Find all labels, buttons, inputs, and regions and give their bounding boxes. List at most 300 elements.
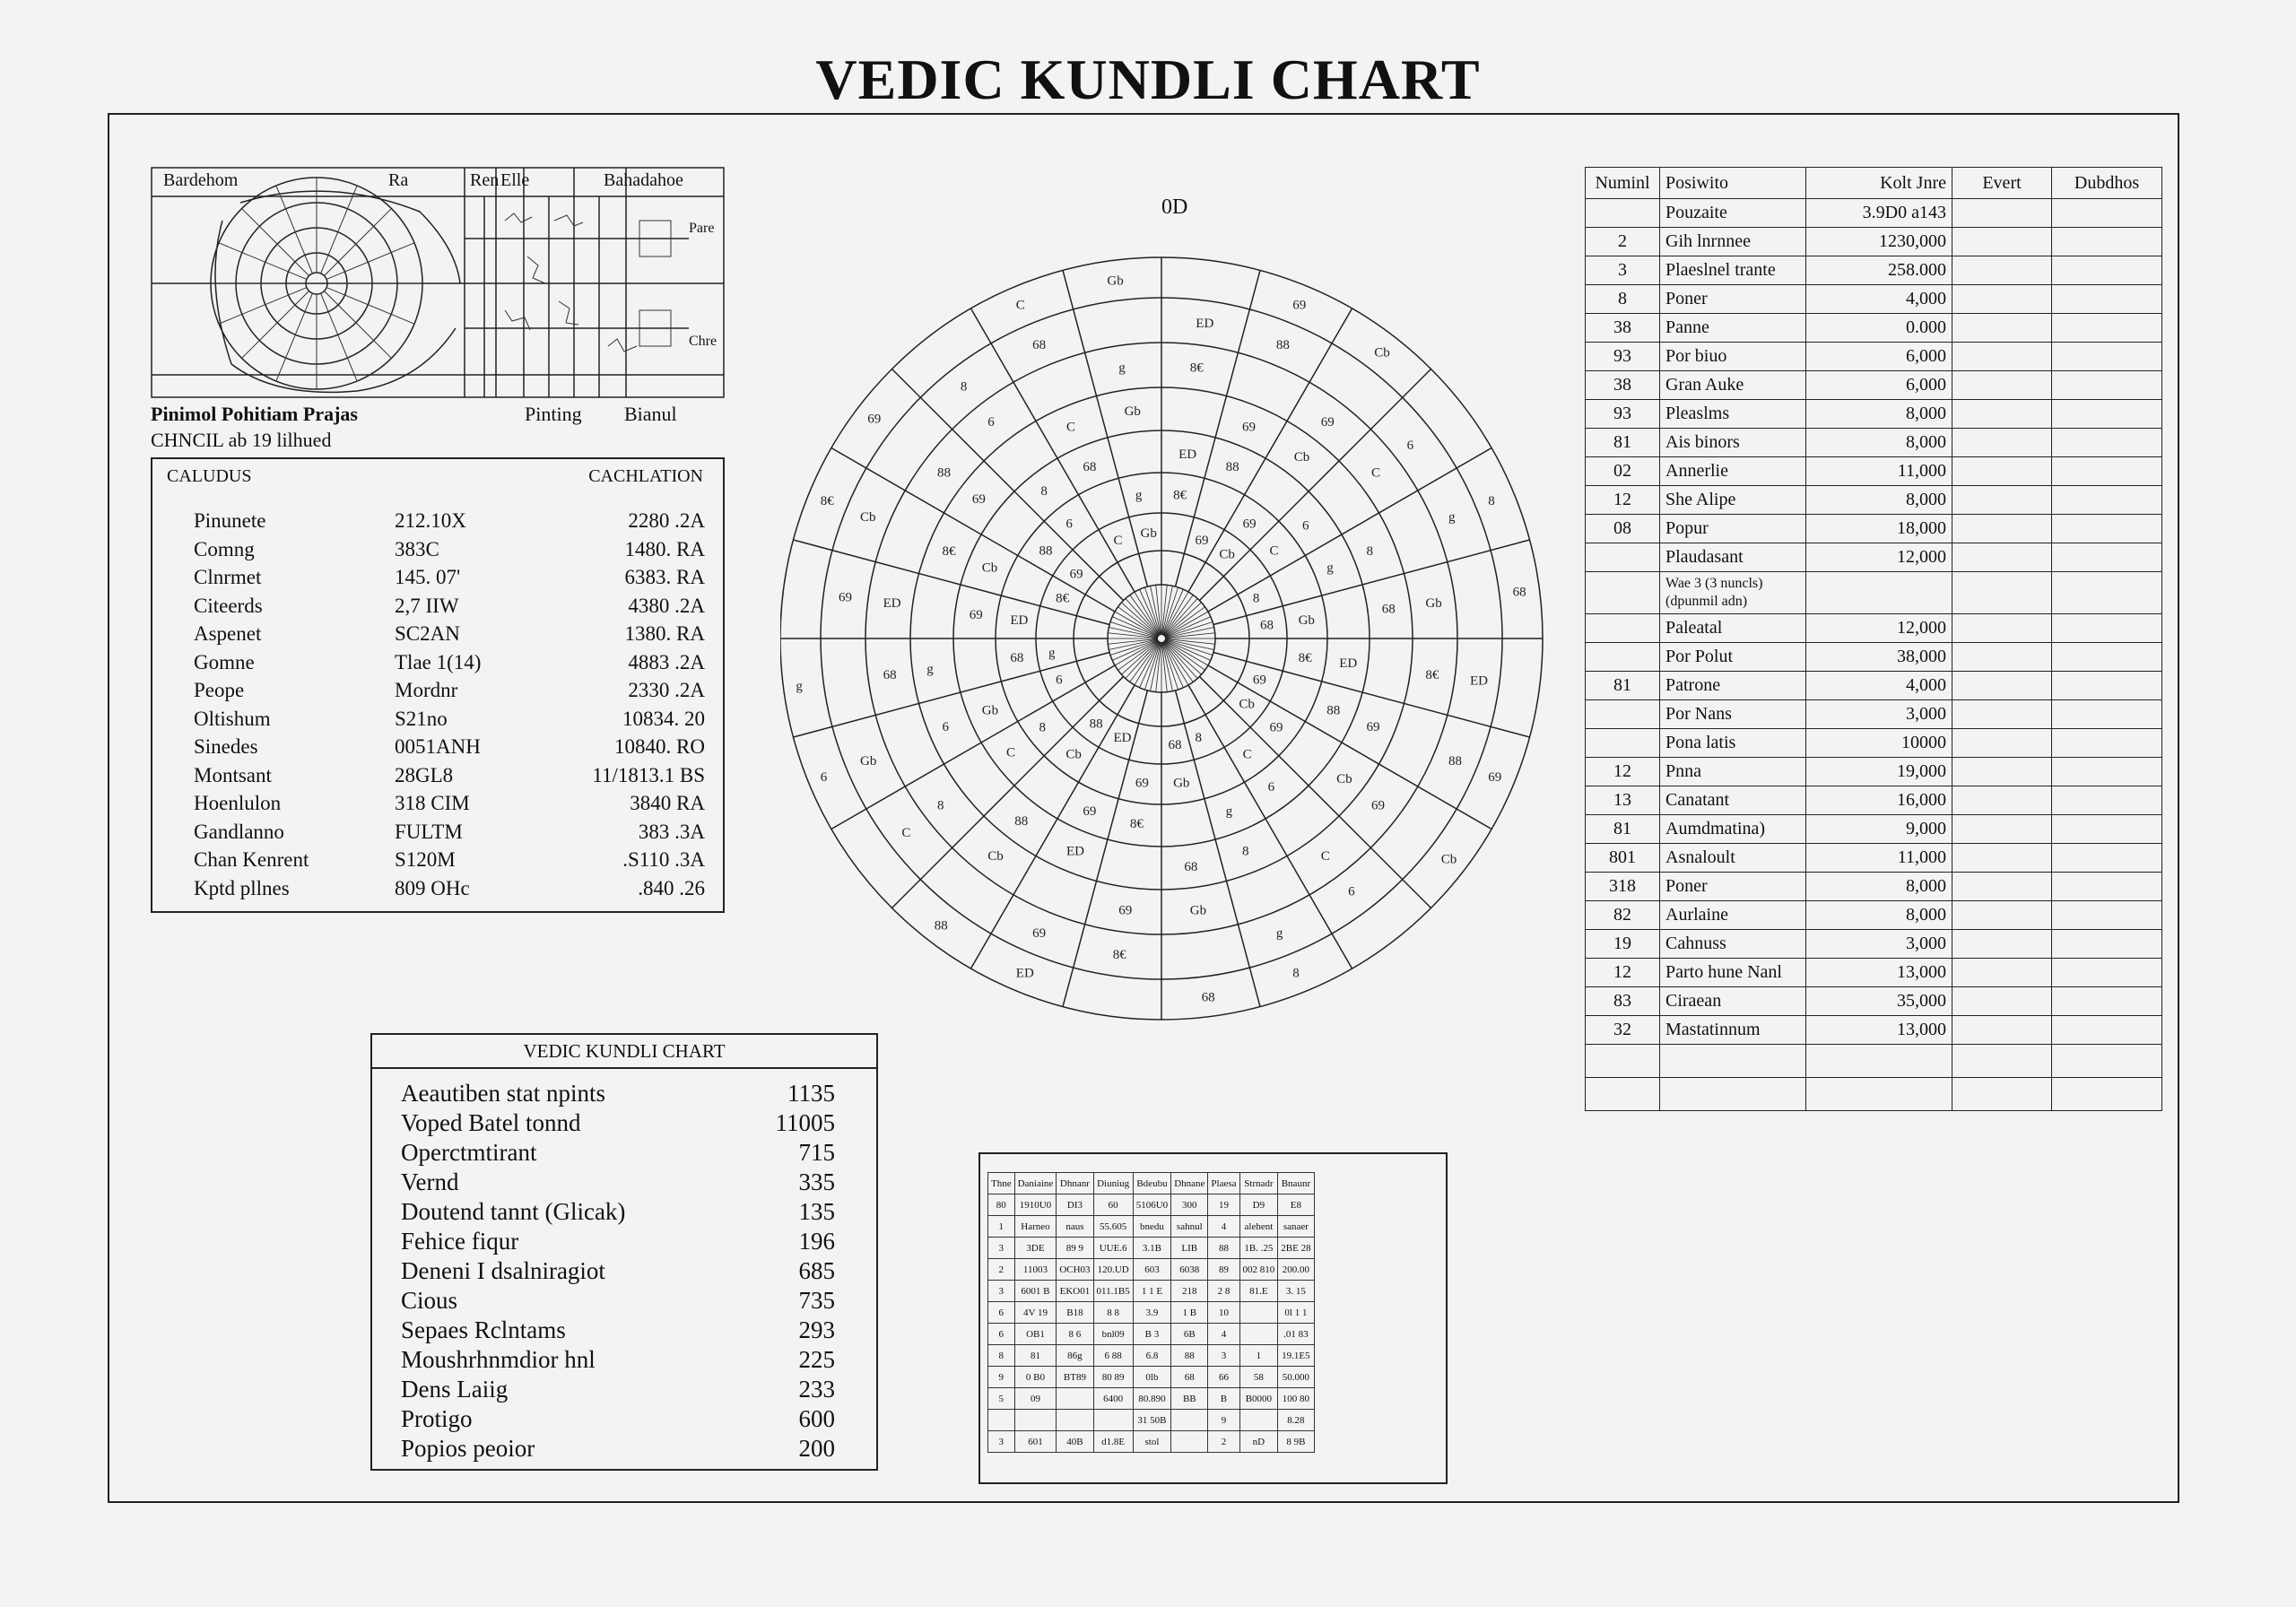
bottom-table-cell: 8 — [988, 1345, 1015, 1367]
calc-value-1: S120M — [395, 848, 456, 871]
wheel-glyph: 68 — [1010, 651, 1024, 666]
wheel-glyph: 8 — [1195, 730, 1202, 745]
bottom-table-cell: 2 — [1208, 1431, 1239, 1453]
calc-value-2: .840 .26 — [638, 876, 705, 899]
summary-label: Popios peoior — [401, 1435, 535, 1462]
bottom-table-row — [988, 1367, 1315, 1388]
calc-name: Oltishum — [194, 707, 271, 730]
wheel-glyph: C — [1113, 534, 1123, 549]
wheel-glyph: ED — [1113, 730, 1132, 745]
position-number: 2 — [1586, 228, 1660, 256]
summary-title: VEDIC KUNDLI CHART — [372, 1035, 876, 1069]
wheel-glyph: Gb — [1425, 596, 1442, 612]
summary-row — [372, 1168, 876, 1198]
position-name: Mastatinnum — [1660, 1016, 1806, 1045]
empty-cell — [1586, 1078, 1660, 1111]
details-cell — [2052, 700, 2162, 729]
wheel-glyph: 8 — [1040, 484, 1048, 499]
calc-row — [152, 651, 723, 679]
bottom-table-cell: 8 6 — [1057, 1324, 1093, 1345]
map-panel — [151, 167, 725, 398]
wheel-glyph: 69 — [1118, 903, 1133, 918]
map-spoke — [219, 243, 307, 280]
event-cell — [1952, 729, 2052, 758]
event-cell — [1952, 515, 2052, 543]
bottom-table-cell: 2 — [988, 1259, 1015, 1281]
position-value: 8,000 — [1806, 400, 1952, 429]
calc-value-1: 809 OHc — [395, 876, 470, 899]
event-cell — [1952, 285, 2052, 314]
position-value: 16,000 — [1806, 786, 1952, 815]
calc-row — [152, 595, 723, 622]
details-cell — [2052, 572, 2162, 614]
bottom-table-cell: 89 9 — [1057, 1238, 1093, 1259]
summary-value: 135 — [798, 1198, 835, 1225]
calc-value-2: 2330 .2A — [628, 679, 705, 701]
wheel-glyph: 69 — [1069, 567, 1083, 582]
calc-name: Comng — [194, 537, 255, 560]
calc-value-2: 1480. RA — [624, 537, 705, 560]
position-number: 81 — [1586, 429, 1660, 457]
bottom-table-cell: 2 8 — [1208, 1281, 1239, 1302]
position-value: 4,000 — [1806, 672, 1952, 700]
wheel-glyph: Cb — [1219, 547, 1235, 562]
position-name: Panne — [1660, 314, 1806, 343]
bottom-table-cell: D9 — [1239, 1194, 1278, 1216]
details-cell — [2052, 873, 2162, 901]
event-cell — [1952, 643, 2052, 672]
calc-value-1: 28GL8 — [395, 763, 454, 786]
summary-row — [372, 1080, 876, 1109]
bottom-table-cell: 603 — [1133, 1259, 1170, 1281]
position-value: 13,000 — [1806, 1016, 1952, 1045]
calc-value-1: 145. 07' — [395, 566, 461, 588]
wheel-glyph: 68 — [1201, 990, 1215, 1005]
calc-row — [152, 679, 723, 707]
bottom-table-cell: 3 — [988, 1238, 1015, 1259]
wheel-glyph: 88 — [1014, 814, 1029, 830]
wheel-glyph: 8€ — [1173, 488, 1187, 503]
summary-label: Operctmtirant — [401, 1139, 537, 1166]
bottom-table-cell: 1 1 E — [1133, 1281, 1170, 1302]
event-cell — [1952, 429, 2052, 457]
position-name: Asnaloult — [1660, 844, 1806, 873]
calc-name: Sinedes — [194, 735, 258, 758]
map-caption-2: CHNCIL ab 19 lilhued — [151, 429, 332, 451]
bottom-table-cell: 80 — [988, 1194, 1015, 1216]
wheel-glyph: 69 — [1320, 415, 1335, 430]
event-cell — [1952, 672, 2052, 700]
bottom-table-cell: 002 810 — [1239, 1259, 1278, 1281]
bottom-table-cell: 88 — [1208, 1238, 1239, 1259]
position-number: 3 — [1586, 256, 1660, 285]
bottom-table-row — [988, 1345, 1315, 1367]
bottom-table-cell: 2BE 28 — [1278, 1238, 1314, 1259]
details-cell — [2052, 429, 2162, 457]
bottom-table-cell — [1014, 1410, 1057, 1431]
wheel-spoke — [793, 653, 1109, 737]
wheel-glyph: 8€ — [1298, 651, 1312, 666]
wheel-glyph: ED — [1339, 656, 1358, 672]
wheel-glyph: 6 — [1065, 517, 1073, 532]
wheel-glyph: 69 — [1242, 420, 1256, 435]
calc-row — [152, 708, 723, 735]
calc-value-2: 10840. RO — [614, 735, 705, 758]
wheel-glyph: 88 — [934, 918, 948, 934]
position-number: 93 — [1586, 400, 1660, 429]
calc-value-2: 4883 .2A — [628, 650, 705, 673]
wheel-glyph: g — [1118, 360, 1126, 376]
bottom-table-cell: OB1 — [1014, 1324, 1057, 1345]
wheel-glyph: 8€ — [942, 544, 956, 559]
position-value: 258.000 — [1806, 256, 1952, 285]
empty-cell — [1952, 1078, 2052, 1111]
wheel-glyph: g — [1135, 488, 1143, 503]
wheel-glyph: 6 — [1406, 438, 1414, 453]
positions-empty-row — [1586, 1078, 2162, 1111]
positions-row — [1586, 314, 2162, 343]
event-cell — [1952, 959, 2052, 987]
positions-row — [1586, 486, 2162, 515]
calc-heading-left: CALUDUS — [167, 466, 252, 486]
bottom-table-cell: 0lb — [1133, 1367, 1170, 1388]
details-cell — [2052, 987, 2162, 1016]
details-cell — [2052, 672, 2162, 700]
summary-table — [370, 1033, 878, 1471]
bottom-table-cell: nD — [1239, 1431, 1278, 1453]
empty-cell — [1660, 1045, 1806, 1078]
summary-value: 200 — [798, 1435, 835, 1462]
positions-row — [1586, 815, 2162, 844]
event-cell — [1952, 228, 2052, 256]
position-name: Por Nans — [1660, 700, 1806, 729]
position-number: 81 — [1586, 672, 1660, 700]
bottom-table-cell: OCH03 — [1057, 1259, 1093, 1281]
position-value: 12,000 — [1806, 614, 1952, 643]
event-cell — [1952, 1016, 2052, 1045]
positions-empty-row — [1586, 1045, 2162, 1078]
page-title: VEDIC KUNDLI CHART — [815, 48, 1481, 111]
wheel-glyph: 68 — [883, 667, 897, 682]
event-cell — [1952, 901, 2052, 930]
wheel-top-label: 0D — [1161, 195, 1188, 219]
empty-cell — [2052, 1045, 2162, 1078]
bottom-table-cell: 60 — [1093, 1194, 1133, 1216]
bottom-table-cell: 4 — [1208, 1324, 1239, 1345]
bottom-table-cell: 81.E — [1239, 1281, 1278, 1302]
bottom-table-cell — [1239, 1324, 1278, 1345]
position-name: Poner — [1660, 873, 1806, 901]
details-cell — [2052, 614, 2162, 643]
calc-value-1: SC2AN — [395, 622, 460, 645]
details-cell — [2052, 1016, 2162, 1045]
bottom-table-cell: 6 — [988, 1324, 1015, 1345]
position-number — [1586, 729, 1660, 758]
bottom-table-cell: stol — [1133, 1431, 1170, 1453]
map-spoke — [326, 288, 414, 325]
wheel-glyph: 68 — [1168, 738, 1182, 752]
event-cell — [1952, 700, 2052, 729]
summary-row — [372, 1316, 876, 1346]
summary-row — [372, 1346, 876, 1376]
calc-name: Citeerds — [194, 594, 263, 617]
position-name: Pleaslms — [1660, 400, 1806, 429]
bottom-table-cell: 19 — [1208, 1194, 1239, 1216]
bottom-table-row — [988, 1324, 1315, 1345]
details-cell — [2052, 314, 2162, 343]
wheel-glyph: 8€ — [1425, 667, 1439, 682]
summary-value: 11005 — [775, 1109, 835, 1136]
position-number — [1586, 572, 1660, 614]
map-spoke — [276, 186, 313, 274]
wheel-glyph: C — [1006, 745, 1016, 760]
wheel-glyph: g — [796, 679, 803, 694]
position-number — [1586, 543, 1660, 572]
wheel-glyph: Cb — [1374, 345, 1390, 360]
summary-row — [372, 1376, 876, 1405]
event-cell — [1952, 457, 2052, 486]
wheel-glyph: 69 — [1292, 298, 1307, 313]
position-name: Popur — [1660, 515, 1806, 543]
summary-row — [372, 1109, 876, 1139]
bottom-table-row — [988, 1194, 1315, 1216]
positions-row — [1586, 228, 2162, 256]
bottom-table-cell: 1B. .25 — [1239, 1238, 1278, 1259]
positions-row — [1586, 672, 2162, 700]
position-value: 8,000 — [1806, 429, 1952, 457]
bottom-table-cell: 1 — [1239, 1345, 1278, 1367]
wheel-glyph: 88 — [1275, 338, 1290, 352]
position-number: 83 — [1586, 987, 1660, 1016]
bottom-table-cell: 3 — [988, 1281, 1015, 1302]
calc-row — [152, 735, 723, 763]
bottom-table-cell: 58 — [1239, 1367, 1278, 1388]
position-number: 13 — [1586, 786, 1660, 815]
wheel-glyph: 6 — [1267, 780, 1275, 795]
calc-row — [152, 566, 723, 594]
bottom-table-cell: B18 — [1057, 1302, 1093, 1324]
summary-label: Protigo — [401, 1405, 473, 1432]
wheel-glyph: Gb — [860, 753, 877, 769]
map-spoke — [242, 209, 309, 276]
wheel-glyph: ED — [883, 596, 901, 612]
summary-value: 196 — [798, 1228, 835, 1255]
col-header-event: Evert — [1952, 168, 2052, 199]
event-cell — [1952, 930, 2052, 959]
wheel-spoke — [891, 369, 1123, 600]
positions-row — [1586, 614, 2162, 643]
wheel-glyph: 69 — [1032, 926, 1047, 941]
bottom-table-cell: 1 B — [1171, 1302, 1208, 1324]
map-spoke — [324, 291, 391, 358]
position-value: 8,000 — [1806, 486, 1952, 515]
wheel-glyph: 8 — [1292, 966, 1300, 981]
position-name: Wae 3 (3 nuncls) (dpunmil adn) — [1660, 572, 1806, 614]
bottom-table-cell: 10 — [1208, 1302, 1239, 1324]
positions-row — [1586, 457, 2162, 486]
position-name: Por biuo — [1660, 343, 1806, 371]
bottom-table-cell: 9 — [988, 1367, 1015, 1388]
summary-row — [372, 1405, 876, 1435]
event-cell — [1952, 256, 2052, 285]
summary-value: 233 — [798, 1376, 835, 1403]
event-cell — [1952, 343, 2052, 371]
summary-row — [372, 1198, 876, 1228]
wheel-glyph: 88 — [1089, 717, 1103, 732]
position-name: Pnna — [1660, 758, 1806, 786]
map-spoke — [276, 293, 313, 381]
bottom-table-cell: 5106U0 — [1133, 1194, 1170, 1216]
bottom-table-cell — [1239, 1302, 1278, 1324]
wheel-glyph: 88 — [1448, 753, 1462, 769]
position-number: 8 — [1586, 285, 1660, 314]
wheel-glyph: 8 — [1488, 493, 1495, 508]
bottom-table-row — [988, 1281, 1315, 1302]
summary-row — [372, 1139, 876, 1168]
positions-row — [1586, 543, 2162, 572]
position-value: 35,000 — [1806, 987, 1952, 1016]
wheel-glyph: C — [1371, 465, 1381, 481]
details-cell — [2052, 400, 2162, 429]
summary-label: Deneni I dsalniragiot — [401, 1257, 605, 1284]
event-cell — [1952, 873, 2052, 901]
calc-name: Montsant — [194, 763, 272, 786]
col-header-value: Kolt Jnre — [1806, 168, 1952, 199]
position-value: 18,000 — [1806, 515, 1952, 543]
details-cell — [2052, 199, 2162, 228]
bottom-table-cell: alehent — [1239, 1216, 1278, 1238]
wheel-glyph: Gb — [1140, 526, 1157, 541]
bottom-table-row — [988, 1216, 1315, 1238]
position-number: 12 — [1586, 959, 1660, 987]
positions-row — [1586, 343, 2162, 371]
wheel-glyph: 69 — [1488, 770, 1502, 786]
details-cell — [2052, 457, 2162, 486]
bottom-table-cell: 80.890 — [1133, 1388, 1170, 1410]
bottom-table-row — [988, 1302, 1315, 1324]
wheel-glyph: 6 — [1302, 518, 1309, 534]
wheel-glyph: C — [1269, 543, 1279, 559]
calc-row — [152, 622, 723, 650]
calc-name: Kptd pllnes — [194, 876, 290, 899]
wheel-glyph: 68 — [1260, 618, 1274, 633]
bottom-table-cell: 86g — [1057, 1345, 1093, 1367]
positions-row — [1586, 256, 2162, 285]
position-value: 11,000 — [1806, 457, 1952, 486]
position-number: 318 — [1586, 873, 1660, 901]
bottom-table-cell: DI3 — [1057, 1194, 1093, 1216]
wheel-glyph: Gb — [1107, 274, 1124, 289]
bottom-table-row — [988, 1388, 1315, 1410]
details-cell — [2052, 930, 2162, 959]
summary-label: Sepaes Rclntams — [401, 1316, 566, 1343]
wheel-glyph: 8 — [1252, 591, 1260, 606]
bottom-table-cell: 55.605 — [1093, 1216, 1133, 1238]
wheel-glyph: 88 — [1225, 459, 1239, 474]
wheel-glyph: 6 — [942, 720, 949, 734]
position-number: 801 — [1586, 844, 1660, 873]
bottom-table-cell: 4 — [1208, 1216, 1239, 1238]
bottom-table-cell: 120.UD — [1093, 1259, 1133, 1281]
wheel-glyph: Gb — [1173, 776, 1190, 791]
summary-label: Doutend tannt (Glicak) — [401, 1198, 626, 1225]
position-name: Poner — [1660, 285, 1806, 314]
event-cell — [1952, 786, 2052, 815]
positions-row — [1586, 199, 2162, 228]
wheel-glyph: 8€ — [1129, 817, 1144, 832]
details-cell — [2052, 959, 2162, 987]
position-number: 82 — [1586, 901, 1660, 930]
calc-value-1: FULTM — [395, 820, 463, 843]
map-caption-1: Pinimol Pohitiam Prajas — [151, 403, 358, 425]
calc-name: Clnrmet — [194, 566, 262, 588]
wheel-glyph: ED — [1470, 673, 1488, 689]
calc-value-1: S21no — [395, 707, 448, 730]
details-cell — [2052, 543, 2162, 572]
positions-row — [1586, 786, 2162, 815]
bottom-table-cell: 89 — [1208, 1259, 1239, 1281]
bottom-table-cell — [1171, 1431, 1208, 1453]
bottom-table-header: Plaesa — [1208, 1173, 1239, 1194]
wheel-glyph: C — [1242, 747, 1252, 762]
wheel-glyph: 69 — [971, 492, 986, 508]
bottom-table-cell — [1093, 1410, 1133, 1431]
position-name: Plaudasant — [1660, 543, 1806, 572]
map-spoke — [326, 243, 414, 280]
bottom-table-cell: 68 — [1171, 1367, 1208, 1388]
wheel-spoke — [1199, 676, 1431, 908]
position-value: 3,000 — [1806, 930, 1952, 959]
position-number — [1586, 643, 1660, 672]
wheel-glyph: 8€ — [1189, 360, 1204, 376]
details-cell — [2052, 643, 2162, 672]
bottom-table-cell: 100 80 — [1278, 1388, 1314, 1410]
bottom-table-cell: 81 — [1014, 1345, 1057, 1367]
map-thumbnail-svg — [151, 167, 725, 398]
event-cell — [1952, 758, 2052, 786]
wheel-glyph: ED — [1015, 966, 1034, 981]
wheel-glyph: 88 — [1326, 703, 1341, 718]
event-cell — [1952, 614, 2052, 643]
position-number: 32 — [1586, 1016, 1660, 1045]
bottom-table-header: Daniaine — [1014, 1173, 1057, 1194]
position-name: Annerlie — [1660, 457, 1806, 486]
position-value: 11,000 — [1806, 844, 1952, 873]
calc-value-2: 1380. RA — [624, 622, 705, 645]
positions-table — [1585, 167, 2162, 1111]
bottom-table-cell: 3DE — [1014, 1238, 1057, 1259]
wheel-glyph: ED — [1178, 447, 1197, 462]
bottom-table-cell: 66 — [1208, 1367, 1239, 1388]
positions-row — [1586, 959, 2162, 987]
bottom-table-cell: B 3 — [1133, 1324, 1170, 1345]
positions-row — [1586, 901, 2162, 930]
wheel-glyph: 8 — [1366, 544, 1373, 559]
wheel-glyph: Cb — [987, 849, 1004, 864]
wheel-glyph: 6 — [1056, 673, 1063, 688]
details-cell — [2052, 371, 2162, 400]
summary-row — [372, 1435, 876, 1464]
summary-label: Vernd — [401, 1168, 459, 1195]
details-cell — [2052, 901, 2162, 930]
position-name: Por Polut — [1660, 643, 1806, 672]
calc-name: Aspenet — [194, 622, 262, 645]
summary-value: 685 — [798, 1257, 835, 1284]
positions-row — [1586, 700, 2162, 729]
position-name: Ciraean — [1660, 987, 1806, 1016]
bottom-table-header: Diuniug — [1093, 1173, 1133, 1194]
wheel-glyph: g — [1448, 510, 1456, 526]
